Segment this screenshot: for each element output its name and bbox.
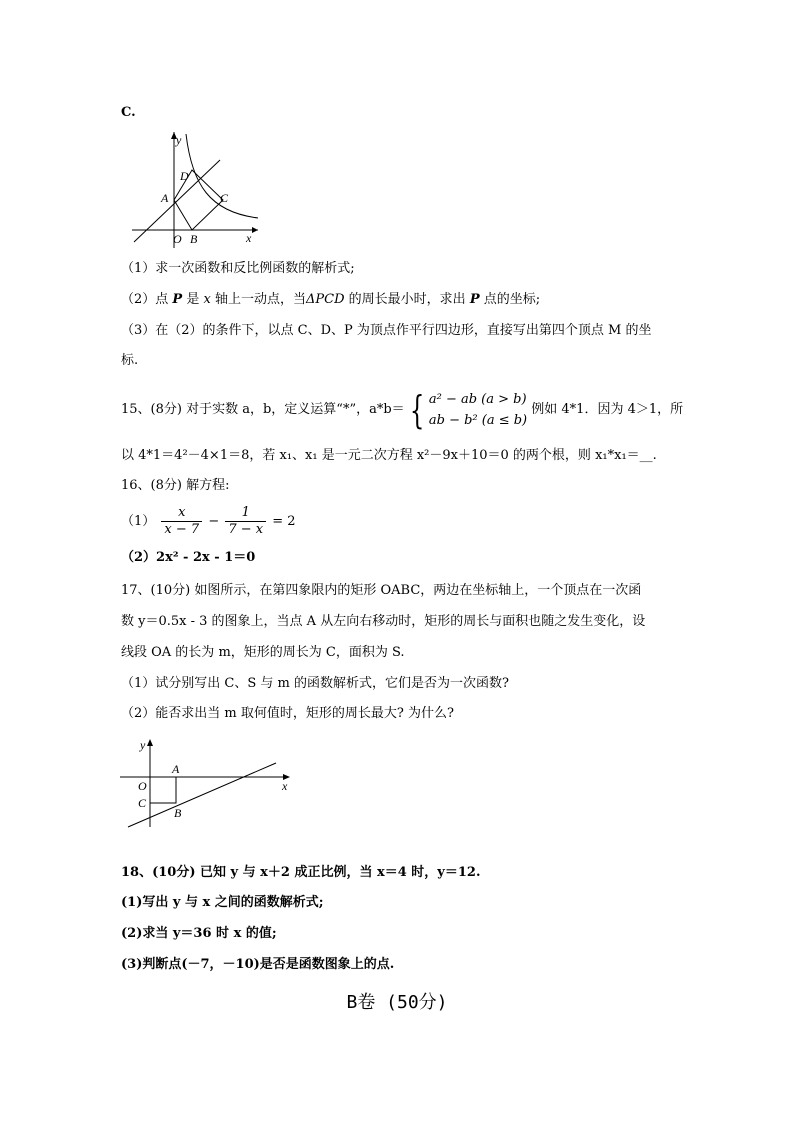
q17-part1: （1）试分别写出 C、S 与 m 的函数解析式，它们是否为一次函数? [121,676,509,691]
q14-part1: （1）求一次函数和反比例函数的解析式; [121,261,355,276]
q16-equation-1: （1） $\frac{x}{x - 7}$ − $\frac{1}{7 - x}$ = 2 [121,505,296,537]
fig2-origin-label: O [138,779,147,793]
fig1-point-d: D [180,169,189,183]
inverse-function-curve [186,134,258,218]
q17-part2: （2）能否求出当 m 取何值时，矩形的周长最大? 为什么? [121,706,454,721]
q15-line1: 15、(8分) 对于实数 a，b，定义运算“*”，a*b＝ { a² − ab (a > b) ab − b² (a ≤ b) 例如 4*1．因为 4＞1，所 [121,387,684,432]
q18-part2: (2)求当 y＝36 时 x 的值; [121,926,277,941]
q15-line2: 以 4*1＝4²－4×1＝8，若 x₁、x₁ 是一元二次方程 x²－9x＋10＝0 的两个根，则 x₁*x₁＝__. [121,448,657,463]
q18-line1: 18、(10分) 已知 y 与 x＋2 成正比例，当 x＝4 时，y＝12. [121,865,481,880]
fig1-origin-label: O [173,232,182,246]
q16-heading: 16、(8分) 解方程: [121,478,230,493]
q17-line2: 数 y＝0.5x - 3 的图象上，当点 A 从左向右移动时，矩形的周长与面积也随之发生变化，设 [121,614,646,629]
option-label: C. [121,105,136,120]
q18-part1: (1)写出 y 与 x 之间的函数解析式; [121,895,324,910]
brace-symbol: { [409,387,425,432]
q14-part3-line2: 标. [121,353,139,368]
q16-equation-2: （2）2x² - 2x - 1＝0 [121,550,256,565]
q17-line3: 线段 OA 的长为 m，矩形的周长为 C，面积为 S. [121,645,405,660]
fig2-y-label: y [140,738,146,752]
q14-part3-line1: （3）在（2）的条件下，以点 C、D、P 为顶点作平行四边形，直接写出第四个顶点 M 的坐 [121,323,652,338]
fig1-x-label: x [246,231,252,245]
fig2-x-label: x [282,779,288,793]
fig1-y-label: y [176,133,182,147]
fig2-point-b: B [174,806,182,820]
fig2-point-c: C [138,796,147,810]
fig1-point-a: A [161,191,169,205]
figure-2 [118,735,298,830]
rectangle-oabc [150,777,176,803]
q17-line1: 17、(10分) 如图所示，在第四象限内的矩形 OABC，两边在坐标轴上，一个顶点在一次函 [121,583,642,598]
q18-part3: (3)判断点(－7，－10)是否是函数图象上的点. [121,957,395,972]
fig2-point-a: A [172,762,180,776]
fig1-point-c: C [220,191,229,205]
figure-1 [130,130,260,250]
section-title: B卷 (50分) [346,992,448,1013]
fig1-point-b: B [190,232,198,246]
q14-part2: （2）点 P 是 x 轴上一动点，当ΔPCD 的周长最小时，求出 P 点的坐标; [121,292,541,307]
